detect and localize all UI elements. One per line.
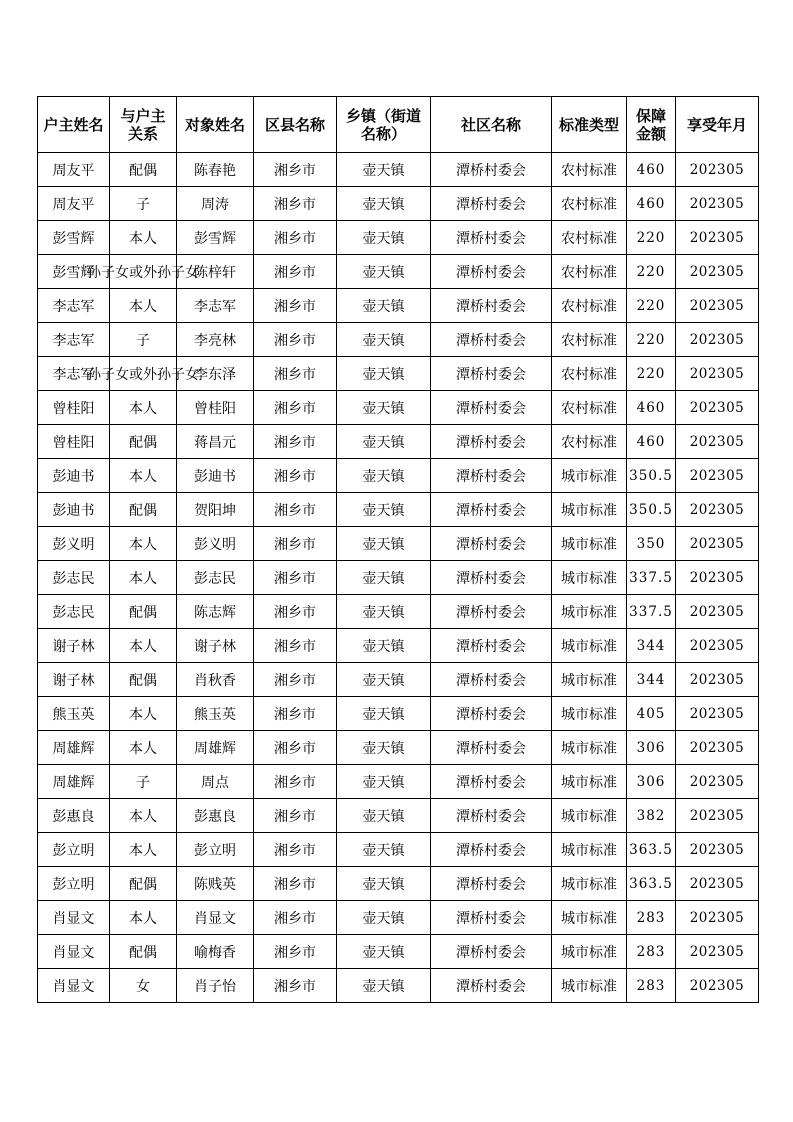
cell-town: 壶天镇 <box>337 289 431 323</box>
cell-amount: 350 <box>627 527 676 561</box>
table-row <box>38 527 759 561</box>
cell-county: 湘乡市 <box>254 323 337 357</box>
cell-amount: 344 <box>627 629 676 663</box>
cell-subject-name: 陈梓轩 <box>177 255 254 289</box>
cell-head-name: 周雄辉 <box>38 731 110 765</box>
cell-head-name: 彭惠良 <box>38 799 110 833</box>
header-standard-type: 标准类型 <box>552 97 627 153</box>
cell-head-name: 肖显文 <box>38 901 110 935</box>
cell-relation: 配偶 <box>110 935 177 969</box>
cell-subject-name: 贺阳坤 <box>177 493 254 527</box>
cell-standard-type: 城市标准 <box>552 561 627 595</box>
cell-month: 202305 <box>676 255 759 289</box>
cell-relation: 子 <box>110 323 177 357</box>
cell-month: 202305 <box>676 425 759 459</box>
cell-community: 潭桥村委会 <box>431 391 552 425</box>
cell-head-name: 周友平 <box>38 187 110 221</box>
cell-amount: 220 <box>627 289 676 323</box>
header-month: 享受年月 <box>676 97 759 153</box>
cell-county: 湘乡市 <box>254 561 337 595</box>
header-row <box>38 97 759 153</box>
cell-month: 202305 <box>676 527 759 561</box>
cell-standard-type: 城市标准 <box>552 799 627 833</box>
cell-town: 壶天镇 <box>337 663 431 697</box>
cell-head-name: 李志军 <box>38 323 110 357</box>
cell-relation: 孙子女或外孙子女 <box>110 357 177 391</box>
table-row <box>38 731 759 765</box>
header-community: 社区名称 <box>431 97 552 153</box>
cell-town: 壶天镇 <box>337 935 431 969</box>
cell-subject-name: 曾桂阳 <box>177 391 254 425</box>
cell-community: 潭桥村委会 <box>431 357 552 391</box>
header-subject-name: 对象姓名 <box>177 97 254 153</box>
cell-amount: 460 <box>627 425 676 459</box>
cell-county: 湘乡市 <box>254 255 337 289</box>
table-row <box>38 765 759 799</box>
cell-county: 湘乡市 <box>254 799 337 833</box>
cell-county: 湘乡市 <box>254 901 337 935</box>
cell-community: 潭桥村委会 <box>431 221 552 255</box>
cell-town: 壶天镇 <box>337 391 431 425</box>
cell-community: 潭桥村委会 <box>431 425 552 459</box>
cell-amount: 283 <box>627 969 676 1003</box>
cell-subject-name: 蒋昌元 <box>177 425 254 459</box>
cell-subject-name: 喻梅香 <box>177 935 254 969</box>
header-amount: 保障金额 <box>627 97 676 153</box>
cell-standard-type: 城市标准 <box>552 765 627 799</box>
cell-head-name: 熊玉英 <box>38 697 110 731</box>
cell-relation: 本人 <box>110 731 177 765</box>
cell-amount: 306 <box>627 731 676 765</box>
cell-subject-name: 陈贱英 <box>177 867 254 901</box>
cell-community: 潭桥村委会 <box>431 799 552 833</box>
cell-amount: 460 <box>627 391 676 425</box>
cell-subject-name: 彭迪书 <box>177 459 254 493</box>
cell-subject-name: 熊玉英 <box>177 697 254 731</box>
cell-month: 202305 <box>676 187 759 221</box>
cell-subject-name: 肖显文 <box>177 901 254 935</box>
cell-head-name: 彭义明 <box>38 527 110 561</box>
cell-relation: 配偶 <box>110 153 177 187</box>
cell-standard-type: 城市标准 <box>552 935 627 969</box>
cell-month: 202305 <box>676 391 759 425</box>
cell-standard-type: 城市标准 <box>552 663 627 697</box>
cell-amount: 337.5 <box>627 561 676 595</box>
cell-town: 壶天镇 <box>337 255 431 289</box>
cell-relation: 本人 <box>110 221 177 255</box>
cell-community: 潭桥村委会 <box>431 459 552 493</box>
cell-standard-type: 城市标准 <box>552 901 627 935</box>
table-row <box>38 833 759 867</box>
cell-standard-type: 城市标准 <box>552 527 627 561</box>
cell-town: 壶天镇 <box>337 799 431 833</box>
cell-month: 202305 <box>676 459 759 493</box>
cell-relation: 本人 <box>110 697 177 731</box>
cell-month: 202305 <box>676 493 759 527</box>
cell-amount: 337.5 <box>627 595 676 629</box>
cell-month: 202305 <box>676 969 759 1003</box>
cell-head-name: 彭迪书 <box>38 493 110 527</box>
table-row <box>38 323 759 357</box>
cell-community: 潭桥村委会 <box>431 561 552 595</box>
cell-relation: 本人 <box>110 391 177 425</box>
cell-amount: 460 <box>627 187 676 221</box>
cell-county: 湘乡市 <box>254 493 337 527</box>
cell-amount: 220 <box>627 357 676 391</box>
cell-amount: 283 <box>627 935 676 969</box>
cell-subject-name: 李亮林 <box>177 323 254 357</box>
table-row <box>38 391 759 425</box>
cell-county: 湘乡市 <box>254 391 337 425</box>
cell-town: 壶天镇 <box>337 969 431 1003</box>
cell-relation: 本人 <box>110 289 177 323</box>
cell-town: 壶天镇 <box>337 221 431 255</box>
cell-standard-type: 农村标准 <box>552 425 627 459</box>
cell-county: 湘乡市 <box>254 153 337 187</box>
cell-standard-type: 农村标准 <box>552 187 627 221</box>
cell-standard-type: 城市标准 <box>552 731 627 765</box>
cell-subject-name: 陈春艳 <box>177 153 254 187</box>
cell-month: 202305 <box>676 935 759 969</box>
cell-town: 壶天镇 <box>337 187 431 221</box>
cell-head-name: 彭迪书 <box>38 459 110 493</box>
cell-standard-type: 农村标准 <box>552 357 627 391</box>
cell-amount: 405 <box>627 697 676 731</box>
table-row <box>38 697 759 731</box>
cell-month: 202305 <box>676 833 759 867</box>
cell-community: 潭桥村委会 <box>431 663 552 697</box>
cell-standard-type: 农村标准 <box>552 323 627 357</box>
cell-community: 潭桥村委会 <box>431 187 552 221</box>
cell-relation: 配偶 <box>110 663 177 697</box>
cell-standard-type: 农村标准 <box>552 391 627 425</box>
cell-town: 壶天镇 <box>337 765 431 799</box>
cell-county: 湘乡市 <box>254 731 337 765</box>
table-row <box>38 357 759 391</box>
cell-subject-name: 李东泽 <box>177 357 254 391</box>
cell-town: 壶天镇 <box>337 697 431 731</box>
cell-town: 壶天镇 <box>337 561 431 595</box>
benefit-roster-table <box>37 96 759 1003</box>
table-row <box>38 459 759 493</box>
table-row <box>38 901 759 935</box>
cell-head-name: 彭立明 <box>38 833 110 867</box>
cell-amount: 220 <box>627 255 676 289</box>
cell-community: 潭桥村委会 <box>431 697 552 731</box>
cell-subject-name: 周涛 <box>177 187 254 221</box>
cell-relation: 子 <box>110 765 177 799</box>
cell-month: 202305 <box>676 289 759 323</box>
cell-subject-name: 周雄辉 <box>177 731 254 765</box>
cell-county: 湘乡市 <box>254 357 337 391</box>
cell-community: 潭桥村委会 <box>431 289 552 323</box>
cell-standard-type: 农村标准 <box>552 221 627 255</box>
cell-community: 潭桥村委会 <box>431 969 552 1003</box>
table-row <box>38 187 759 221</box>
cell-community: 潭桥村委会 <box>431 323 552 357</box>
cell-relation: 子 <box>110 187 177 221</box>
cell-amount: 220 <box>627 323 676 357</box>
cell-standard-type: 城市标准 <box>552 697 627 731</box>
table-header <box>38 97 759 153</box>
cell-county: 湘乡市 <box>254 425 337 459</box>
cell-county: 湘乡市 <box>254 629 337 663</box>
table-body <box>38 153 759 1003</box>
cell-head-name: 曾桂阳 <box>38 391 110 425</box>
cell-relation: 本人 <box>110 833 177 867</box>
cell-subject-name: 李志军 <box>177 289 254 323</box>
cell-town: 壶天镇 <box>337 459 431 493</box>
cell-head-name: 周友平 <box>38 153 110 187</box>
table-row <box>38 663 759 697</box>
cell-town: 壶天镇 <box>337 901 431 935</box>
cell-subject-name: 彭立明 <box>177 833 254 867</box>
table-row <box>38 935 759 969</box>
cell-subject-name: 陈志辉 <box>177 595 254 629</box>
table-row <box>38 561 759 595</box>
cell-town: 壶天镇 <box>337 153 431 187</box>
cell-town: 壶天镇 <box>337 425 431 459</box>
cell-head-name: 谢子林 <box>38 663 110 697</box>
cell-month: 202305 <box>676 697 759 731</box>
cell-month: 202305 <box>676 901 759 935</box>
cell-month: 202305 <box>676 663 759 697</box>
cell-community: 潭桥村委会 <box>431 493 552 527</box>
cell-county: 湘乡市 <box>254 289 337 323</box>
cell-subject-name: 彭义明 <box>177 527 254 561</box>
cell-head-name: 李志军 <box>38 357 110 391</box>
cell-subject-name: 肖子怡 <box>177 969 254 1003</box>
table-row <box>38 493 759 527</box>
cell-amount: 350.5 <box>627 493 676 527</box>
cell-community: 潭桥村委会 <box>431 629 552 663</box>
cell-subject-name: 彭志民 <box>177 561 254 595</box>
cell-community: 潭桥村委会 <box>431 765 552 799</box>
table-row <box>38 629 759 663</box>
cell-community: 潭桥村委会 <box>431 833 552 867</box>
cell-head-name: 彭立明 <box>38 867 110 901</box>
cell-head-name: 周雄辉 <box>38 765 110 799</box>
table-row <box>38 867 759 901</box>
cell-standard-type: 城市标准 <box>552 493 627 527</box>
cell-amount: 363.5 <box>627 867 676 901</box>
cell-town: 壶天镇 <box>337 493 431 527</box>
cell-relation: 配偶 <box>110 425 177 459</box>
table-row <box>38 595 759 629</box>
cell-subject-name: 周点 <box>177 765 254 799</box>
cell-amount: 220 <box>627 221 676 255</box>
cell-relation: 本人 <box>110 629 177 663</box>
header-head-name: 户主姓名 <box>38 97 110 153</box>
cell-month: 202305 <box>676 765 759 799</box>
cell-community: 潭桥村委会 <box>431 935 552 969</box>
cell-relation: 配偶 <box>110 493 177 527</box>
table-row <box>38 799 759 833</box>
cell-standard-type: 城市标准 <box>552 867 627 901</box>
table-row <box>38 153 759 187</box>
cell-standard-type: 农村标准 <box>552 255 627 289</box>
cell-amount: 344 <box>627 663 676 697</box>
cell-county: 湘乡市 <box>254 833 337 867</box>
cell-month: 202305 <box>676 629 759 663</box>
cell-county: 湘乡市 <box>254 697 337 731</box>
cell-town: 壶天镇 <box>337 867 431 901</box>
cell-amount: 283 <box>627 901 676 935</box>
cell-standard-type: 城市标准 <box>552 969 627 1003</box>
cell-relation: 孙子女或外孙子女 <box>110 255 177 289</box>
cell-standard-type: 城市标准 <box>552 459 627 493</box>
header-county: 区县名称 <box>254 97 337 153</box>
cell-head-name: 彭志民 <box>38 561 110 595</box>
cell-community: 潭桥村委会 <box>431 527 552 561</box>
cell-month: 202305 <box>676 153 759 187</box>
cell-relation: 配偶 <box>110 595 177 629</box>
cell-relation: 本人 <box>110 527 177 561</box>
cell-month: 202305 <box>676 221 759 255</box>
header-town: 乡镇（街道名称） <box>337 97 431 153</box>
cell-county: 湘乡市 <box>254 935 337 969</box>
table-row <box>38 221 759 255</box>
cell-standard-type: 城市标准 <box>552 629 627 663</box>
cell-relation: 本人 <box>110 561 177 595</box>
cell-head-name: 曾桂阳 <box>38 425 110 459</box>
header-relation: 与户主关系 <box>110 97 177 153</box>
cell-amount: 382 <box>627 799 676 833</box>
cell-relation: 本人 <box>110 799 177 833</box>
cell-month: 202305 <box>676 357 759 391</box>
table-row <box>38 969 759 1003</box>
cell-relation: 女 <box>110 969 177 1003</box>
cell-county: 湘乡市 <box>254 527 337 561</box>
cell-amount: 460 <box>627 153 676 187</box>
cell-subject-name: 彭惠良 <box>177 799 254 833</box>
cell-standard-type: 城市标准 <box>552 833 627 867</box>
cell-month: 202305 <box>676 323 759 357</box>
cell-town: 壶天镇 <box>337 527 431 561</box>
cell-town: 壶天镇 <box>337 629 431 663</box>
cell-subject-name: 彭雪辉 <box>177 221 254 255</box>
cell-county: 湘乡市 <box>254 969 337 1003</box>
cell-county: 湘乡市 <box>254 765 337 799</box>
cell-town: 壶天镇 <box>337 357 431 391</box>
cell-community: 潭桥村委会 <box>431 153 552 187</box>
cell-month: 202305 <box>676 595 759 629</box>
cell-amount: 306 <box>627 765 676 799</box>
cell-standard-type: 农村标准 <box>552 289 627 323</box>
cell-county: 湘乡市 <box>254 867 337 901</box>
cell-town: 壶天镇 <box>337 731 431 765</box>
cell-county: 湘乡市 <box>254 459 337 493</box>
cell-county: 湘乡市 <box>254 663 337 697</box>
cell-town: 壶天镇 <box>337 595 431 629</box>
cell-month: 202305 <box>676 561 759 595</box>
cell-subject-name: 谢子林 <box>177 629 254 663</box>
table-row <box>38 425 759 459</box>
cell-head-name: 肖显文 <box>38 935 110 969</box>
cell-head-name: 彭雪辉 <box>38 255 110 289</box>
cell-head-name: 李志军 <box>38 289 110 323</box>
cell-county: 湘乡市 <box>254 595 337 629</box>
table-row <box>38 255 759 289</box>
cell-amount: 350.5 <box>627 459 676 493</box>
cell-community: 潭桥村委会 <box>431 901 552 935</box>
cell-head-name: 肖显文 <box>38 969 110 1003</box>
cell-county: 湘乡市 <box>254 187 337 221</box>
cell-month: 202305 <box>676 799 759 833</box>
cell-community: 潭桥村委会 <box>431 595 552 629</box>
cell-relation: 配偶 <box>110 867 177 901</box>
cell-community: 潭桥村委会 <box>431 867 552 901</box>
cell-town: 壶天镇 <box>337 323 431 357</box>
cell-subject-name: 肖秋香 <box>177 663 254 697</box>
cell-relation: 本人 <box>110 901 177 935</box>
cell-community: 潭桥村委会 <box>431 731 552 765</box>
cell-town: 壶天镇 <box>337 833 431 867</box>
cell-county: 湘乡市 <box>254 221 337 255</box>
table-row <box>38 289 759 323</box>
cell-community: 潭桥村委会 <box>431 255 552 289</box>
cell-head-name: 彭雪辉 <box>38 221 110 255</box>
cell-month: 202305 <box>676 867 759 901</box>
cell-amount: 363.5 <box>627 833 676 867</box>
cell-head-name: 谢子林 <box>38 629 110 663</box>
cell-relation: 本人 <box>110 459 177 493</box>
cell-standard-type: 城市标准 <box>552 595 627 629</box>
cell-standard-type: 农村标准 <box>552 153 627 187</box>
cell-head-name: 彭志民 <box>38 595 110 629</box>
cell-month: 202305 <box>676 731 759 765</box>
